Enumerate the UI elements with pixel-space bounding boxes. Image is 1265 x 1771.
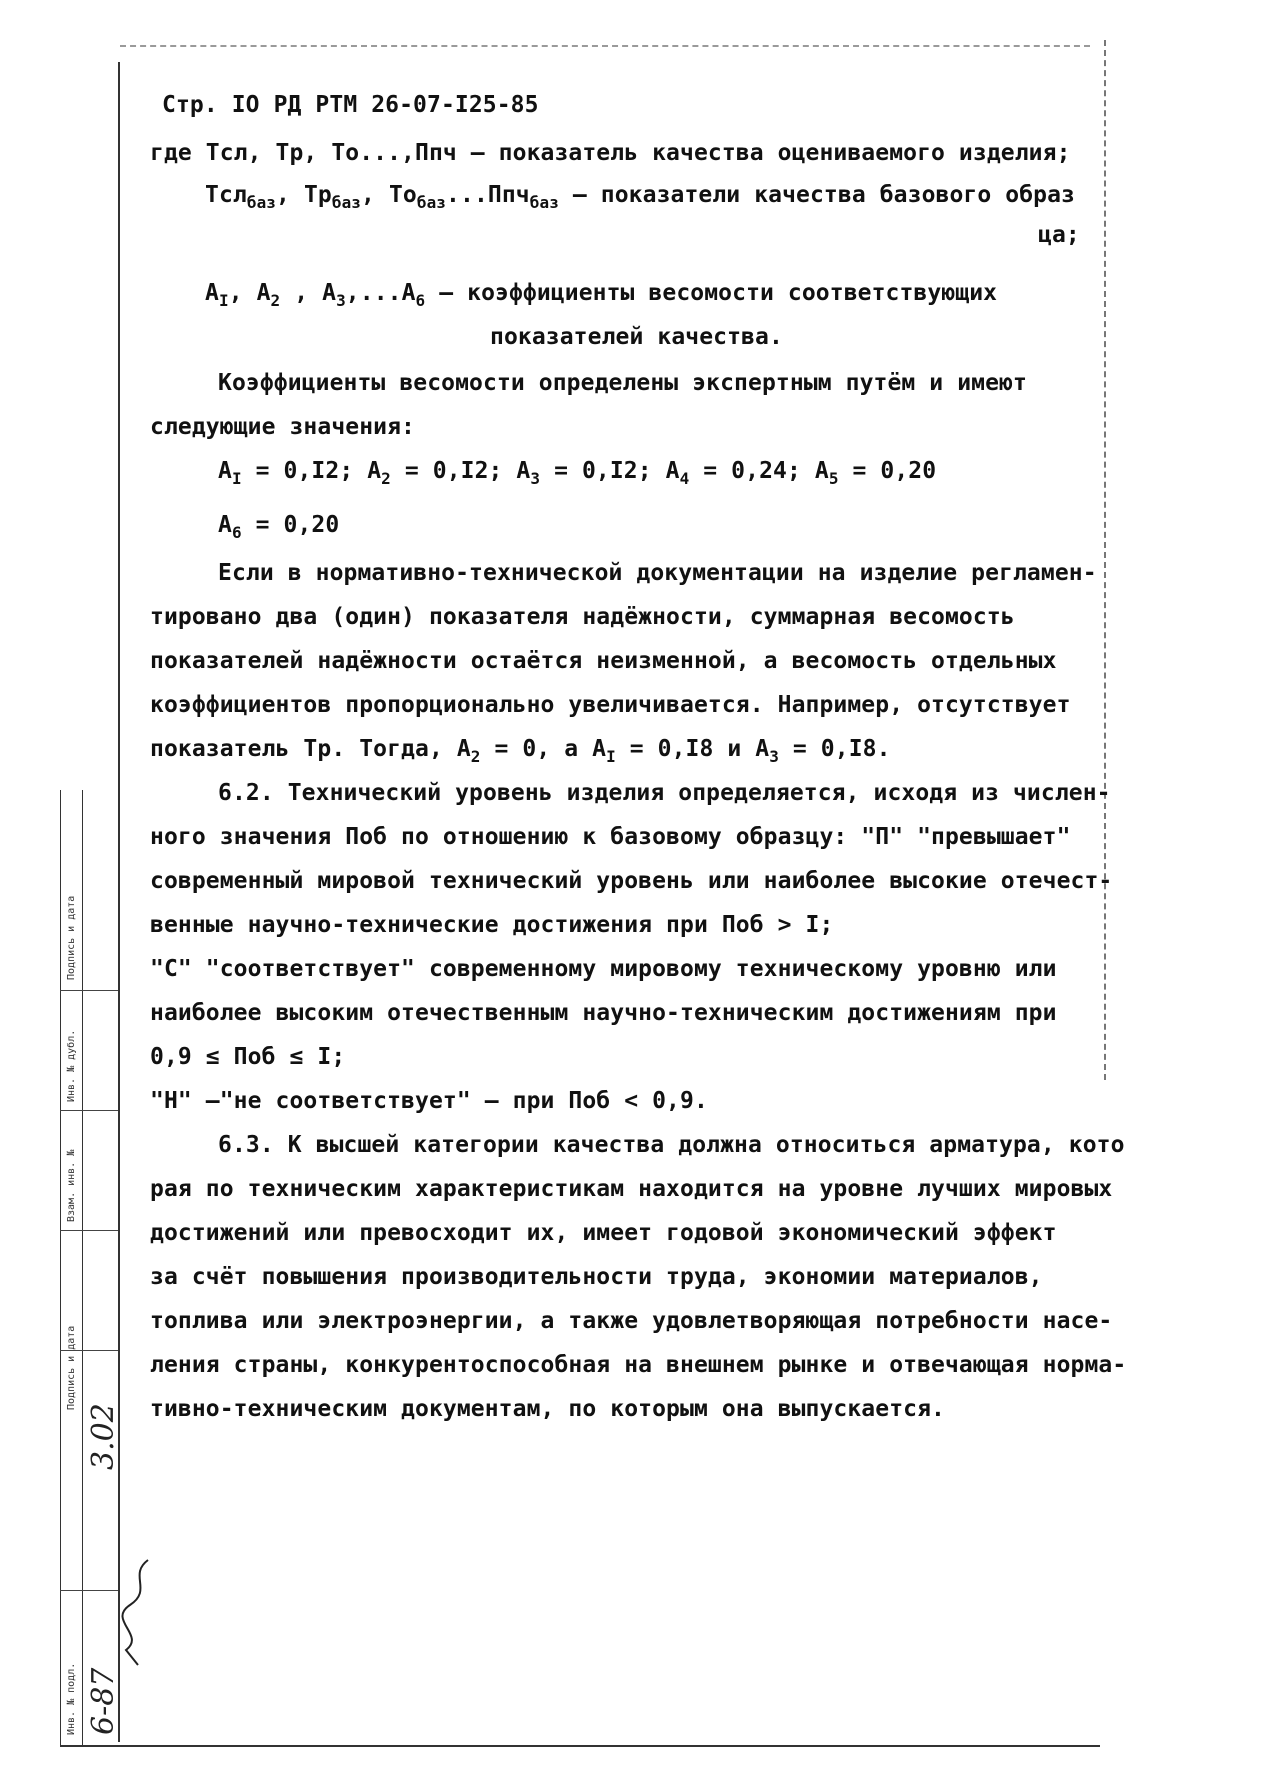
stamp-handwritten-date: 3.02: [86, 1403, 121, 1470]
text-line: за счёт повышения производительности труда, экономии материалов,: [150, 1264, 1043, 1290]
stamp-label-signature-date: Подпись и дата: [66, 895, 77, 980]
text-line: показателей качества.: [490, 324, 783, 350]
stamp-handwritten-inv-number: 6-87: [86, 1667, 121, 1735]
stamp-label-vzam: Взам. инв. №: [66, 1149, 77, 1222]
stamp-divider: [82, 790, 83, 1745]
stamp-divider: [60, 990, 118, 991]
text-line: $A_6 = 0,20$: [218, 512, 340, 542]
text-line: $A_I = 0,I2$; $A_2 = 0,I2$; $A_3 = 0,I2$; $A_4 = 0,24$; $A_5 = 0,20$: [218, 458, 937, 488]
frame-bottom-border: [60, 1745, 1100, 1747]
text-line: рая по техническим характеристикам находится на уровне лучших мировых: [150, 1176, 1113, 1202]
text-line: 6.3. К высшей категории качества должна относиться арматура, кото: [218, 1132, 1125, 1158]
page-header: Стр. IO РД РТМ 26-07-I25-85: [162, 92, 539, 118]
text-line: Если в нормативно-технической документации на изделие регламен-: [218, 560, 1097, 586]
text-line: показателей надёжности остаётся неизменной, а весомость отдельных: [150, 648, 1057, 674]
text-line: ления страны, конкурентоспособная на внешнем рынке и отвечающая норма-: [150, 1352, 1127, 1378]
text-line: "С" "соответствует" современному мировому техническому уровню или: [150, 956, 1057, 982]
text-line: венные научно-технические достижения при Поб > I;: [150, 912, 834, 938]
text-line: где Тсл, Тр, То...,Ппч – показатель качества оцениваемого изделия;: [150, 140, 1071, 166]
stamp-divider: [60, 1230, 118, 1231]
text-line: 6.2. Технический уровень изделия определяется, исходя из числен-: [218, 780, 1111, 806]
frame-top-border: [120, 45, 1090, 47]
document-stamp-column: [60, 790, 121, 1745]
frame-left-border: [118, 62, 120, 1742]
text-line: Тсл$_{баз}$, $Тр_{баз}$, $То_{баз}...Ппч_{баз}$ – показатели качества базового образ: [205, 182, 1075, 212]
text-line: наиболее высоким отечественным научно-техническим достижениям при: [150, 1000, 1057, 1026]
text-line: достижений или превосходит их, имеет годовой экономический эффект: [150, 1220, 1057, 1246]
text-line: тивно-техническим документам, по которым она выпускается.: [150, 1396, 945, 1422]
frame-right-border: [1104, 40, 1106, 1080]
text-line: "Н" –"не соответствует" – при Поб < 0,9.: [150, 1088, 708, 1114]
stamp-divider: [60, 1110, 118, 1111]
text-line: топлива или электроэнергии, а также удовлетворяющая потребности насе-: [150, 1308, 1113, 1334]
text-line: следующие значения:: [150, 414, 415, 440]
text-line: 0,9 ≤ Поб ≤ I;: [150, 1044, 346, 1070]
stamp-label-signature-date: Подпись и дата: [66, 1325, 77, 1410]
stamp-divider: [60, 790, 61, 1745]
text-line: ного значения Поб по отношению к базовому образцу: "П" "превышает": [150, 824, 1071, 850]
text-line: тировано два (один) показателя надёжности, суммарная весомость: [150, 604, 1015, 630]
text-line: современный мировой технический уровень или наиболее высокие отечест-: [150, 868, 1113, 894]
text-line: показатель Тр. Тогда, $A_2 = 0$, а $A_I = 0,I8$ и $A_3 = 0,I8$.: [150, 736, 891, 766]
text-line: коэффициентов пропорционально увеличивается. Например, отсутствует: [150, 692, 1071, 718]
stamp-label-inv-dubl: Инв. № дубл.: [66, 1029, 77, 1102]
handwritten-signature: [118, 1555, 158, 1675]
text-line: $A_I$, $A_2$ , $A_3,...A_6$ – коэффициенты весомости соответствующих: [205, 280, 998, 310]
text-line: Коэффициенты весомости определены экспертным путём и имеют: [218, 370, 1027, 396]
stamp-label-inv-podl: Инв. № подл.: [66, 1662, 77, 1735]
stamp-divider: [60, 1590, 118, 1591]
text-line: ца;: [1038, 222, 1080, 248]
